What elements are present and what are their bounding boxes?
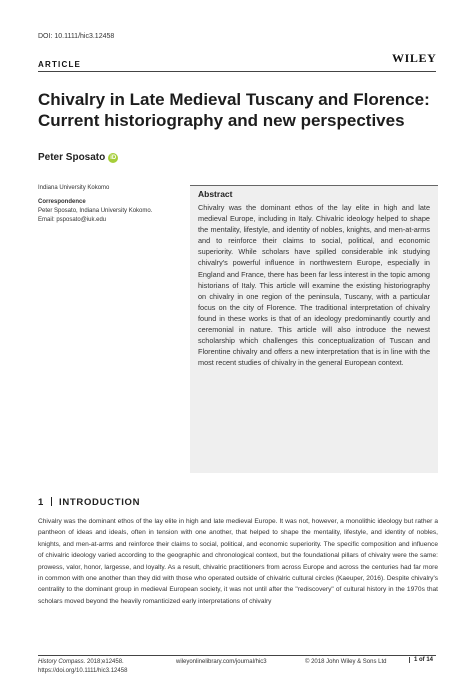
author-row: [38, 152, 118, 163]
correspondence-label: Correspondence: [38, 199, 86, 205]
abstract-text: Chivalry was the dominant ethos of the lay elite in high and late medieval Europe, including in Italy. Chivalric ideology helped to shape the mentality, lifestyle, and identity of nobles, knights, and men-at-arms and to reinforce their claims to social, political, and economic superiority. While scholars have spilled considerable ink studying chivalry's powerful influence in northwestern Europe, especially in England and France, there has been far less interest in the topic among historians of Italy. This article will examine the existing historiography on chivalry in one region of the peninsula, Tuscany, with a particular focus on the city of Florence. The traditional interpretation of chivalry found in these works is that of an ideology predominantly courtly and ceremonial in nature. This article will also introduce the newest scholarship which challenges this conceptualization of Tuscan and Florentine chivalry and offers a new interpretation that is in line with the most recent studies of chivalry in the general European context.: [198, 203, 430, 368]
publisher-logo: WILEY: [392, 51, 437, 65]
doi-link[interactable]: https://doi.org/10.1111/hic3.12458: [38, 668, 128, 674]
journal-name: History Compass.: [38, 659, 86, 665]
article-type-label: ARTICLE: [38, 60, 82, 69]
section-number: 1: [38, 497, 44, 508]
section-divider: [51, 497, 52, 506]
correspondence-line: Peter Sposato, Indiana University Kokomo.: [38, 208, 153, 214]
author-name[interactable]: Peter Sposato: [38, 152, 106, 163]
abstract-heading: Abstract: [198, 189, 233, 199]
section-heading: [38, 497, 140, 508]
copyright-text: © 2018 John Wiley & Sons Ltd: [305, 659, 387, 665]
institution: Indiana University Kokomo: [38, 185, 110, 191]
affiliation-block: [38, 184, 178, 225]
body-paragraph: Chivalry was the dominant ethos of the lay elite in high and late medieval Europe. It was not, however, a monolithic ideology but rather a pantheon of ideas and ideals, often in tension with one another, that helped to shape the mentality, lifestyle, and identity of nobles, knights, and men-at-arms and reinforce their claims to social, political, and economic superiority. The specific composition and influence of chivalric ideology varied according to the geographic and chronological context, but the foundational pillars of chivalry were the same: prowess, valor, honor, largesse, and loyalty. As a result, chivalric practitioners from across Europe and across the centuries had far more in common with one another than they did with those who operated outside of chivalric cultural circles (Kaeuper, 2016). Despite chivalry's centrality to the dominant group in medieval European society, it was not until after the "rediscovery" of cultural history in the 1970s that scholars moved beyond the heavily romanticized early interpretations of chivalry: [38, 518, 438, 605]
title-line-2: Current historiography and new perspectives: [38, 111, 405, 130]
header-divider: [38, 71, 436, 72]
orcid-icon[interactable]: iD: [110, 154, 117, 161]
journal-reference: [38, 658, 127, 676]
journal-url-link[interactable]: wileyonlinelibrary.com/journal/hic3: [176, 659, 267, 665]
section-title: INTRODUCTION: [58, 497, 141, 508]
abstract-box: [190, 185, 438, 473]
page-number: 1 of 14: [409, 657, 433, 663]
doi-text[interactable]: DOI: 10.1111/hic3.12458: [38, 33, 115, 40]
journal-citation: 2018;e12458.: [85, 659, 124, 665]
title-line-1: Chivalry in Late Medieval Tuscany and Florence:: [38, 90, 430, 109]
article-title: [38, 89, 448, 131]
footer-divider: [38, 655, 436, 656]
email-link[interactable]: Email: psposato@iuk.edu: [38, 217, 107, 223]
